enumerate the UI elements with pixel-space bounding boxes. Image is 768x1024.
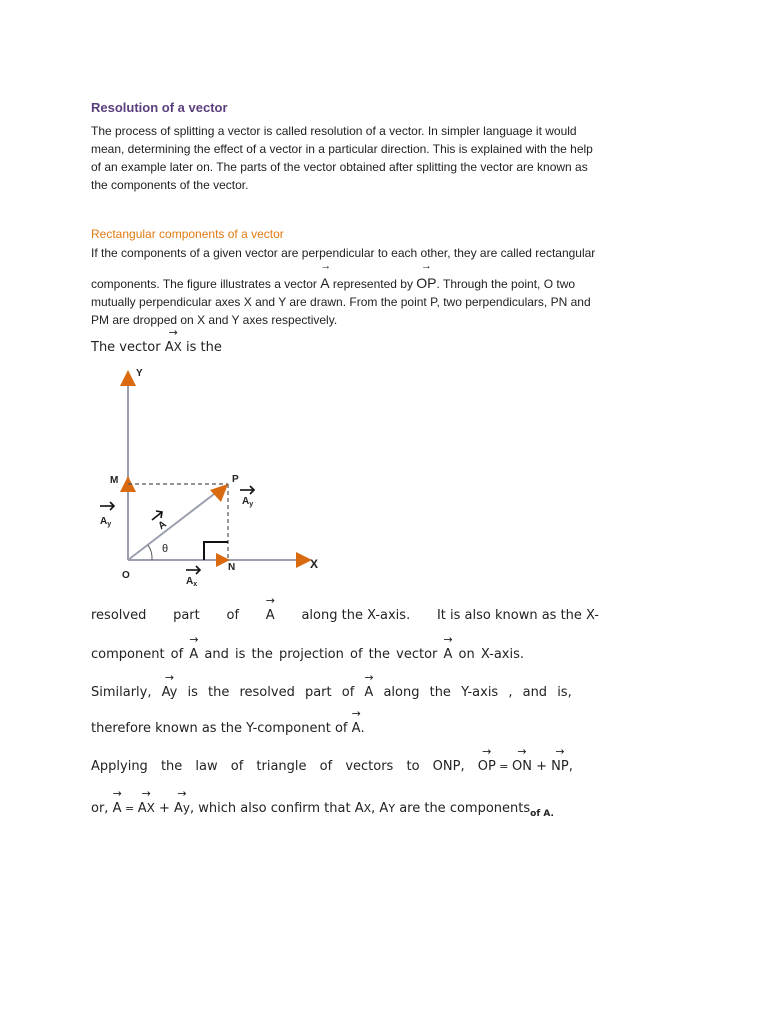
subsection-line: components. The figure illustrates a vector → A represented by → OP. Through the point, O two (91, 260, 576, 291)
label-ay-right: $A_y$ (242, 496, 254, 508)
line-y-resolved: Similarly, → Ay is the resolved part of → A along the Y-axis , and is, (91, 671, 572, 700)
label-o: O (122, 570, 130, 581)
vector-resolution-diagram (90, 362, 330, 592)
subsection-line: mutually perpendicular axes X and Y are drawn. From the point P, two perpendiculars, PN and (91, 295, 591, 309)
intro-line: The process of splitting a vector is called resolution of a vector. In simpler language it would (91, 124, 577, 138)
label-n: N (228, 562, 236, 573)
subsection-line: PM are dropped on X and Y axes respectively. (91, 313, 338, 327)
line-y-component: therefore known as the Y-component of → A. (91, 707, 365, 736)
line-triangle-law: Applying the law of triangle of vectors to ONP, → OP = → ON + → NP, (91, 745, 573, 774)
vector-ax-intro: The vector → AX is the (91, 326, 222, 355)
a-vector-arrow (152, 512, 162, 520)
subsection-line: If the components of a given vector are perpendicular to each other, they are called rectangular (91, 246, 596, 260)
line-x-component: component of → A and is the projection of the vector → A on X-axis. (91, 633, 525, 662)
label-ay-left: $A_y$ (100, 516, 112, 528)
subsection-title: Rectangular components of a vector (91, 227, 284, 241)
intro-line: the components of the vector. (91, 178, 249, 192)
label-p: P (232, 474, 239, 485)
label-m: M (110, 475, 119, 486)
y-axis-arrowhead (120, 370, 136, 386)
label-x: X (310, 557, 319, 571)
label-y: Y (136, 368, 143, 379)
intro-paragraph (91, 122, 681, 194)
label-a: A (156, 518, 169, 533)
intro-line: of an example later on. The parts of the vector obtained after splitting the vector are known as (91, 160, 588, 174)
p-arrowhead (210, 484, 228, 502)
label-theta: θ (162, 543, 169, 555)
theta-arc (148, 545, 152, 560)
subsection-paragraph (91, 244, 681, 329)
line-components-conclusion: or, → A = → AX + → Ay, which also confirm that AX, AY are the components$_{of A.}$ (91, 787, 554, 819)
intro-line: mean, determining the effect of a vector in a particular direction. This is explained with the help (91, 142, 593, 156)
section-title: Resolution of a vector (91, 100, 228, 115)
line-resolved-part: resolved part of → A along the X-axis. It is also known as the X- (91, 594, 599, 623)
label-ax: $A_x$ (186, 576, 198, 588)
